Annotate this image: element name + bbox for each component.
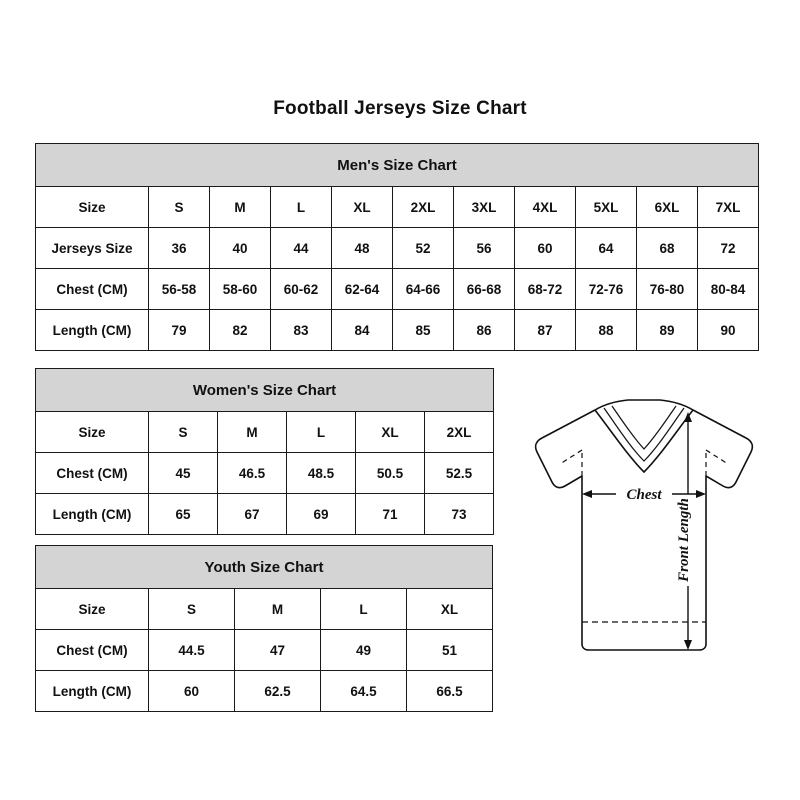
size-cell: 4XL [515, 187, 576, 228]
row-label: Length (CM) [36, 310, 149, 351]
data-cell: 64 [576, 228, 637, 269]
data-cell: 83 [271, 310, 332, 351]
data-cell: 47 [235, 630, 321, 671]
data-cell: 71 [356, 494, 425, 535]
size-cell: 2XL [425, 412, 494, 453]
data-cell: 68-72 [515, 269, 576, 310]
data-cell: 51 [407, 630, 493, 671]
womens-table-title: Women's Size Chart [36, 369, 494, 412]
data-cell: 52.5 [425, 453, 494, 494]
data-cell: 44.5 [149, 630, 235, 671]
youth-size-table [35, 545, 493, 712]
chest-label: Chest [626, 487, 662, 503]
data-cell: 60-62 [271, 269, 332, 310]
data-cell: 69 [287, 494, 356, 535]
table-header-row [36, 144, 759, 187]
data-cell: 80-84 [698, 269, 759, 310]
row-header-size: Size [36, 187, 149, 228]
table-row [36, 494, 494, 535]
size-cell: M [235, 589, 321, 630]
data-cell: 50.5 [356, 453, 425, 494]
youth-table-title: Youth Size Chart [36, 546, 493, 589]
data-cell: 48 [332, 228, 393, 269]
data-cell: 84 [332, 310, 393, 351]
data-cell: 65 [149, 494, 218, 535]
data-cell: 86 [454, 310, 515, 351]
data-cell: 46.5 [218, 453, 287, 494]
size-cell: L [287, 412, 356, 453]
data-cell: 76-80 [637, 269, 698, 310]
data-cell: 62-64 [332, 269, 393, 310]
size-cell: 3XL [454, 187, 515, 228]
row-label: Chest (CM) [36, 453, 149, 494]
data-cell: 82 [210, 310, 271, 351]
row-label: Chest (CM) [36, 269, 149, 310]
table-row [36, 671, 493, 712]
table-row [36, 453, 494, 494]
data-cell: 72-76 [576, 269, 637, 310]
data-cell: 44 [271, 228, 332, 269]
data-cell: 60 [515, 228, 576, 269]
size-cell: M [218, 412, 287, 453]
data-cell: 66-68 [454, 269, 515, 310]
table-row [36, 228, 759, 269]
data-cell: 56 [454, 228, 515, 269]
row-label: Jerseys Size [36, 228, 149, 269]
size-cell: 2XL [393, 187, 454, 228]
data-cell: 36 [149, 228, 210, 269]
mens-table-title: Men's Size Chart [36, 144, 759, 187]
size-cell: L [271, 187, 332, 228]
womens-size-chart-section [35, 368, 494, 535]
data-cell: 90 [698, 310, 759, 351]
row-label: Length (CM) [36, 671, 149, 712]
data-cell: 40 [210, 228, 271, 269]
table-row [36, 589, 493, 630]
data-cell: 87 [515, 310, 576, 351]
size-cell: L [321, 589, 407, 630]
table-header-row [36, 546, 493, 589]
data-cell: 72 [698, 228, 759, 269]
data-cell: 66.5 [407, 671, 493, 712]
size-cell: 6XL [637, 187, 698, 228]
youth-size-chart-section [35, 545, 493, 712]
page-title: Football Jerseys Size Chart [273, 98, 527, 119]
size-cell: 5XL [576, 187, 637, 228]
data-cell: 60 [149, 671, 235, 712]
data-cell: 62.5 [235, 671, 321, 712]
data-cell: 64-66 [393, 269, 454, 310]
table-row [36, 630, 493, 671]
data-cell: 64.5 [321, 671, 407, 712]
row-header-size: Size [36, 412, 149, 453]
table-row [36, 310, 759, 351]
size-cell: XL [356, 412, 425, 453]
size-cell: XL [407, 589, 493, 630]
size-cell: XL [332, 187, 393, 228]
womens-size-table [35, 368, 494, 535]
data-cell: 58-60 [210, 269, 271, 310]
mens-size-table [35, 143, 759, 351]
data-cell: 49 [321, 630, 407, 671]
data-cell: 48.5 [287, 453, 356, 494]
data-cell: 67 [218, 494, 287, 535]
front-length-label: Front Length [676, 498, 692, 582]
data-cell: 52 [393, 228, 454, 269]
data-cell: 68 [637, 228, 698, 269]
row-label: Length (CM) [36, 494, 149, 535]
size-cell: S [149, 412, 218, 453]
data-cell: 89 [637, 310, 698, 351]
mens-size-chart-section [35, 143, 759, 351]
table-row [36, 269, 759, 310]
table-header-row [36, 369, 494, 412]
data-cell: 56-58 [149, 269, 210, 310]
table-row [36, 187, 759, 228]
row-header-size: Size [36, 589, 149, 630]
data-cell: 73 [425, 494, 494, 535]
size-cell: S [149, 187, 210, 228]
data-cell: 45 [149, 453, 218, 494]
t-shirt-measurement-diagram [500, 398, 785, 688]
data-cell: 79 [149, 310, 210, 351]
size-cell: S [149, 589, 235, 630]
data-cell: 88 [576, 310, 637, 351]
table-row [36, 412, 494, 453]
size-cell: 7XL [698, 187, 759, 228]
size-cell: M [210, 187, 271, 228]
row-label: Chest (CM) [36, 630, 149, 671]
data-cell: 85 [393, 310, 454, 351]
